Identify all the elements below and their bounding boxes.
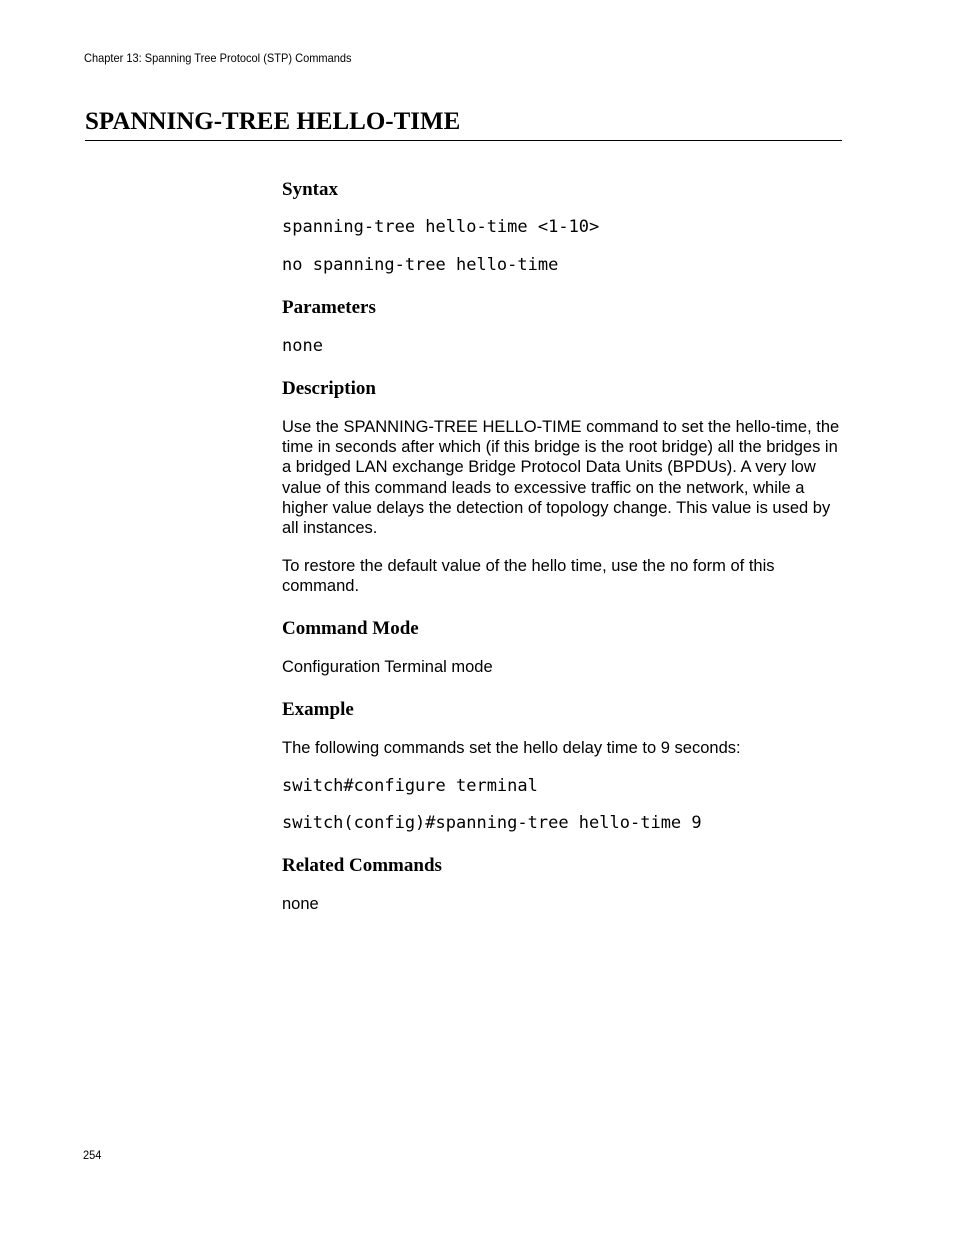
parameters-value: none <box>282 336 323 356</box>
example-line-1: switch#configure terminal <box>282 776 538 796</box>
command-mode-heading: Command Mode <box>282 618 419 639</box>
related-commands-value: none <box>282 895 319 913</box>
description-paragraph-2: To restore the default value of the hello time, use the no form of this command. <box>282 557 775 596</box>
command-mode-value: Configuration Terminal mode <box>282 658 493 676</box>
running-header: Chapter 13: Spanning Tree Protocol (STP) Commands <box>84 51 352 65</box>
syntax-heading: Syntax <box>282 179 338 200</box>
page-title: SPANNING-TREE HELLO-TIME <box>85 108 461 135</box>
parameters-heading: Parameters <box>282 297 376 318</box>
example-line-2: switch(config)#spanning-tree hello-time 9 <box>282 813 702 833</box>
related-commands-heading: Related Commands <box>282 855 442 876</box>
description-paragraph-1: Use the SPANNING-TREE HELLO-TIME command to set the hello-time, the time in seconds after which (if this bridge is the root bridge) all the bridges in a bridged LAN exchange Bridge Protocol Data Units (BPDUs). A very low value of this command leads to excessive traffic on the network, while a higher value delays the detection of topology change. This value is used by all instances. <box>282 418 840 538</box>
example-intro: The following commands set the hello delay time to 9 seconds: <box>282 739 741 757</box>
syntax-line-1: spanning-tree hello-time <1-10> <box>282 217 600 237</box>
syntax-line-2: no spanning-tree hello-time <box>282 255 559 275</box>
title-rule <box>85 140 842 141</box>
page-number: 254 <box>83 1148 102 1162</box>
description-heading: Description <box>282 378 376 399</box>
example-heading: Example <box>282 699 354 720</box>
